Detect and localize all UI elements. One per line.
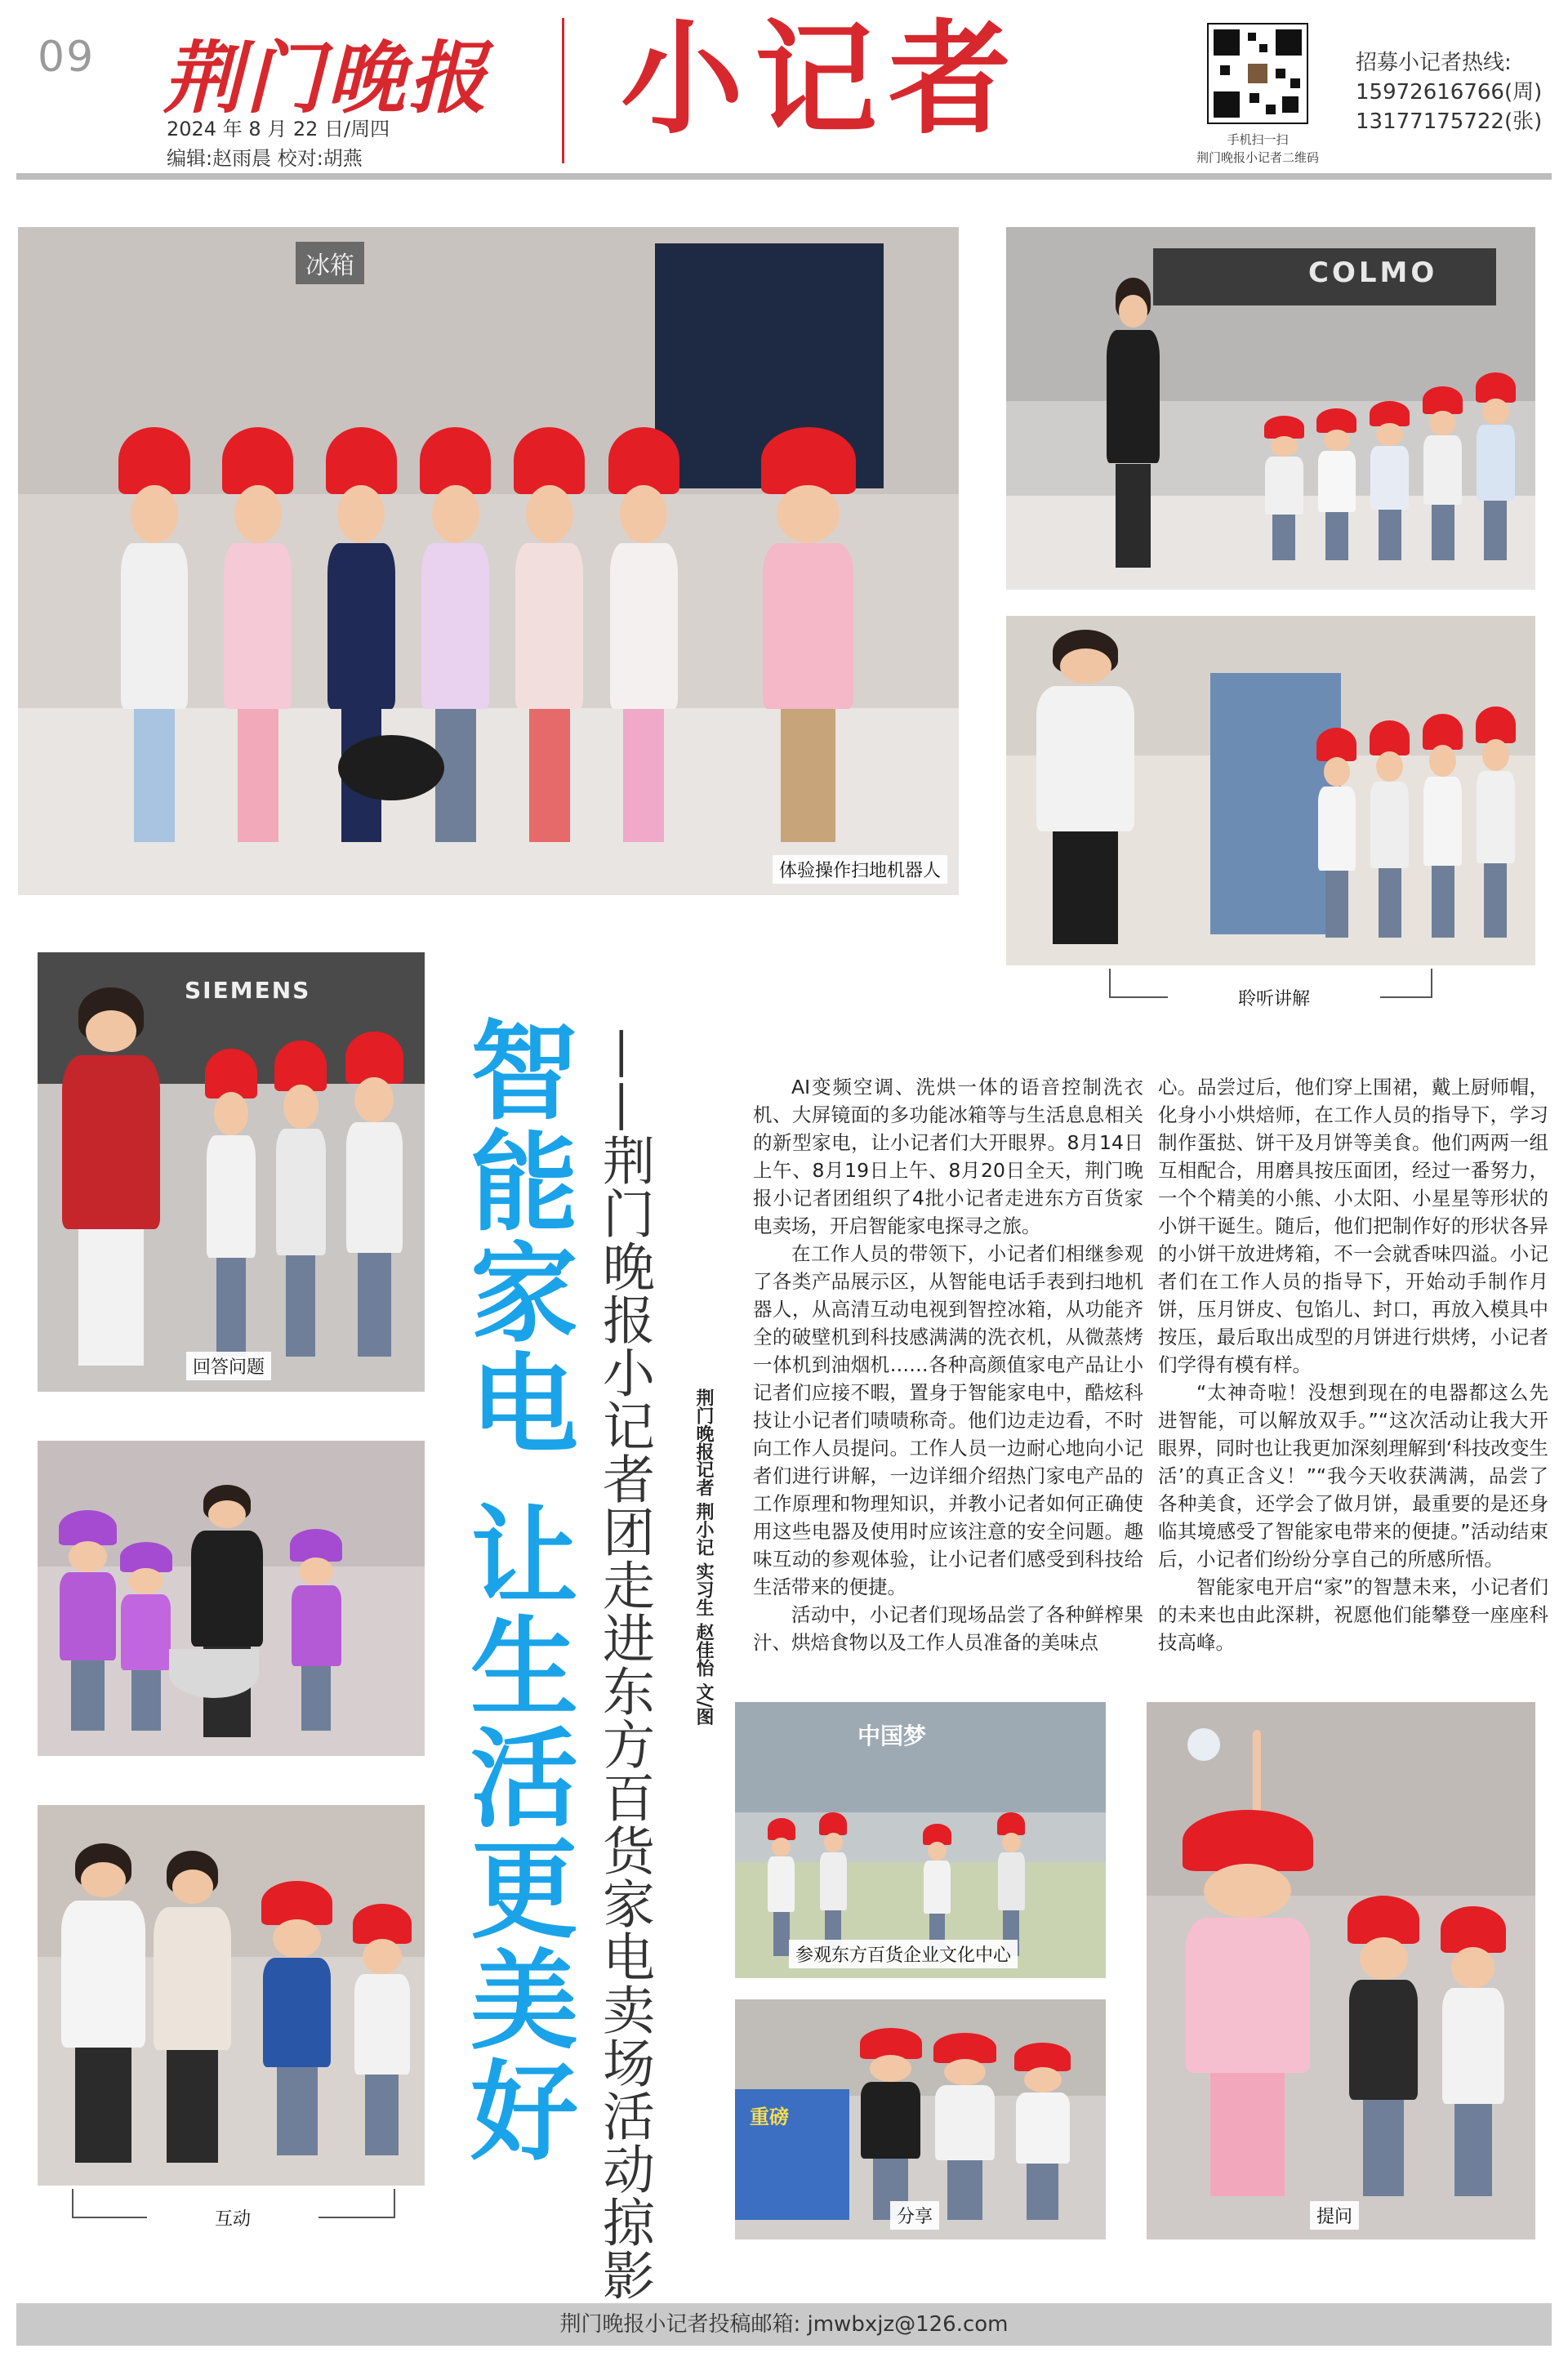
article-paragraph: 智能家电开启“家”的智慧未来，小记者们的未来也由此深耕，祝愿他们能攀登一座座科技高峰。 xyxy=(1158,1575,1548,1654)
mixing-bowl-icon xyxy=(169,1649,259,1698)
article-column-2 xyxy=(1158,1073,1548,1656)
photo-caption: 聆听讲解 xyxy=(1168,985,1380,1010)
footer-submission-email: 荆门晚报小记者投稿邮箱: jmwbxjz@126.com xyxy=(16,2303,1552,2346)
photo-listening xyxy=(1006,616,1535,965)
store-sign: 中国梦 xyxy=(858,1722,927,1749)
photo-sweeping-robot xyxy=(18,227,959,895)
masthead-divider xyxy=(562,18,564,163)
article-paragraph: 活动中，小记者们现场品尝了各种鲜榨果汁、烘焙食物以及工作人员准备的美味点 xyxy=(753,1603,1143,1654)
article-paragraph: 心。品尝过后，他们穿上围裙，戴上厨师帽，化身小小烘焙师，在工作人员的指导下，学习制作蛋挞、饼干及月饼等美食。他们两两一组互相配合，用磨具按压面团，经过一番努力，一个个精美的小熊、小太阳、小星星等形状的小饼干诞生。随后，他们把制作好的形状各异的小饼干放进烤箱，不一会就香味四溢。小记者们在工作人员的指导下，开始动手制作月饼，压月饼皮、包馅儿、封口，再放入模具中按压，最后取出成型的月饼进行烘烤，小记者们学得有模有样。 xyxy=(1158,1076,1548,1376)
article-column-1 xyxy=(753,1073,1143,1656)
article-subhead: ——荆门晚报小记者团走进东方百货家电卖场活动掠影 xyxy=(594,1027,654,2302)
masthead-rule xyxy=(16,173,1552,180)
article-paragraph: 在工作人员的带领下，小记者们相继参观了各类产品展示区，从智能电话手表到扫地机器人，从高清互动电视到智控冰箱，从功能齐全的破壁机到科技感满满的洗衣机，从微蒸烤一体机到油烟机……各种高颜值家电产品让小记者们应接不暇，置身于智能家电中，酷炫科技让小记者们啧啧称奇。他们边走边看，不时向工作人员提问。工作人员一边耐心地向小记者们进行讲解，一边详细介绍热门家电产品的工作原理和物理知识，并教小记者如何正确使用这些电器及使用时应该注意的安全问题。趣味互动的参观体验，让小记者们感受到科技给生活带来的便捷。 xyxy=(753,1242,1143,1598)
disco-ball-icon xyxy=(1187,1728,1220,1761)
article-paragraph: “太神奇啦！没想到现在的电器都这么先进智能，可以解放双手。”“这次活动让我大开眼界，同时也让我更加深刻理解到‘科技改变生活’的真正含义！”“我今天收获满满，品尝了各种美食，还学会了做月饼，最重要的是还身临其境感受了智能家电带来的便捷。”活动结束后，小记者们纷纷分享自己的所感所悟。 xyxy=(1158,1381,1548,1571)
page-number: 09 xyxy=(38,33,96,82)
photo-asking xyxy=(1147,1702,1535,2239)
section-title: 小记者 xyxy=(621,7,1023,151)
article-paragraph: AI变频空调、洗烘一体的语音控制洗衣机、大屏镜面的多功能冰箱等与生活息息相关的新型家电，让小记者们大开眼界。8月14日上午、8月19日上午、8月20日全天，荆门晚报小记者团组织了4批小记者走进东方百货家电卖场，开启智能家电探寻之旅。 xyxy=(753,1076,1143,1237)
store-sign: SIEMENS xyxy=(185,977,311,1004)
sweeping-robot-icon xyxy=(338,735,444,800)
store-sign: COLMO xyxy=(1308,256,1438,289)
qr-caption-detail: 荆门晚报小记者二维码 xyxy=(1196,150,1319,165)
store-sign: 冰箱 xyxy=(296,242,364,284)
hotline-label: 招募小记者热线: xyxy=(1356,51,1512,75)
photo-caption: 提问 xyxy=(1310,2201,1359,2230)
newspaper-logo: 荆门晚报 xyxy=(163,32,490,124)
store-sign: 重磅 xyxy=(750,2106,789,2128)
photo-baking xyxy=(38,1441,425,1756)
photo-caption: 回答问题 xyxy=(186,1352,271,1380)
photo-caption: 体验操作扫地机器人 xyxy=(773,855,947,884)
issue-date: 2024 年 8 月 22 日/周四 xyxy=(167,118,390,140)
article-byline: 荆门晚报记者 荆小记 实习生 赵佳怡 文/图 xyxy=(693,1388,714,1726)
photo-sharing xyxy=(735,1999,1106,2239)
hotline-number: 13177175722(张) xyxy=(1356,109,1543,134)
photo-staff-explaining xyxy=(1006,227,1535,590)
photo-caption: 分享 xyxy=(890,2201,939,2230)
hotline-number: 15972616766(周) xyxy=(1356,80,1543,105)
qr-caption: 手机扫一扫 xyxy=(1227,132,1289,147)
photo-caption: 参观东方百货企业文化中心 xyxy=(789,1940,1018,1968)
photo-culture-center xyxy=(735,1702,1106,1978)
photo-answering xyxy=(38,952,425,1392)
photo-caption: 互动 xyxy=(147,2205,318,2231)
article-headline: 智能家电 让生活更美好 xyxy=(452,1014,577,2166)
photo-interaction xyxy=(38,1805,425,2186)
editor-credits: 编辑:赵雨晨 校对:胡燕 xyxy=(167,147,363,170)
qr-code-icon xyxy=(1207,23,1308,124)
